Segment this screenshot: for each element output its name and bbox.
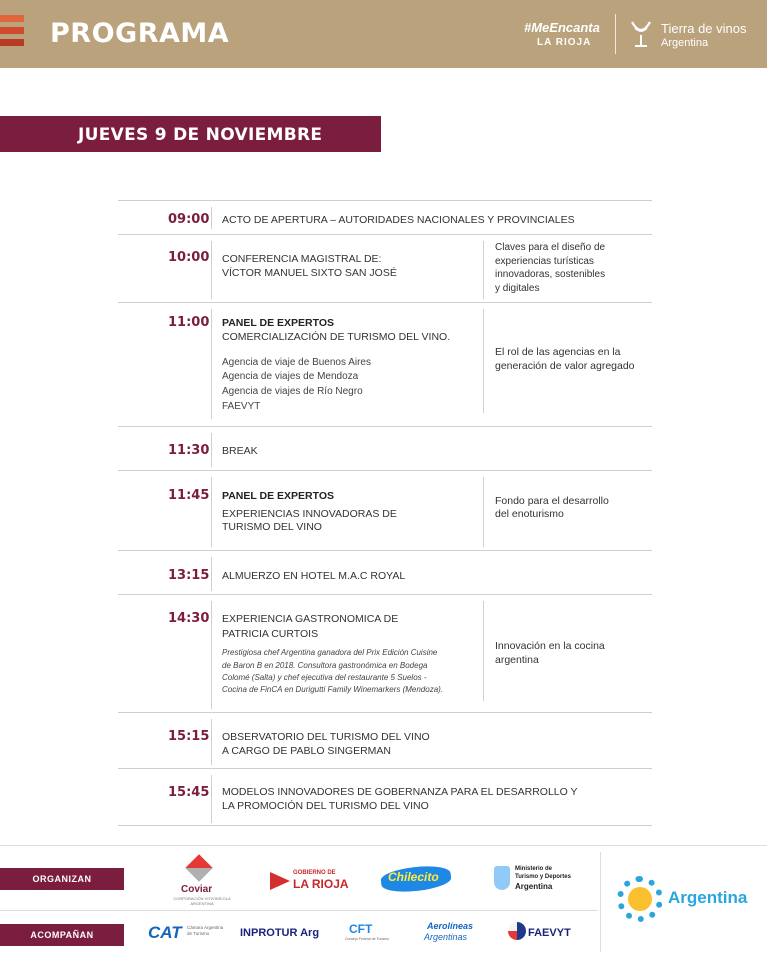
schedule-row — [118, 234, 652, 302]
panelist: Agencia de viajes de Río Negro — [222, 386, 363, 397]
faevyt-logo: FAEVYT — [528, 927, 571, 939]
coviar-subtitle: CORPORACIÓN VITIVINÍCOLA ARGENTINA — [173, 896, 231, 906]
argentina-logo: Argentina — [668, 888, 748, 907]
session-topic: Innovación en la cocina — [495, 640, 605, 652]
speaker-bio: Cocina de FinCA en Durigutti Family Winemarkers (Mendoza). — [222, 685, 444, 694]
session-topic: argentina — [495, 654, 539, 666]
session-heading: PANEL DE EXPERTOS — [222, 490, 335, 502]
session-title: A CARGO DE PABLO SINGERMAN — [222, 745, 392, 757]
brand-country: Argentina — [661, 37, 709, 49]
session-time: 14:30 — [168, 611, 210, 626]
organizan-label: ORGANIZAN — [0, 868, 124, 890]
day-label: JUEVES 9 DE NOVIEMBRE — [78, 125, 323, 145]
faevyt-icon — [508, 922, 526, 940]
schedule-row — [118, 200, 652, 234]
schedule-row — [118, 712, 652, 768]
session-time: 15:15 — [168, 729, 210, 744]
session-time: 10:00 — [168, 250, 210, 265]
session-title: ALMUERZO EN HOTEL M.A.C ROYAL — [222, 570, 406, 582]
session-topic: Claves para el diseño de — [495, 242, 606, 253]
argentina-shield-icon — [494, 866, 510, 890]
schedule-row — [118, 768, 652, 826]
acompanan-label: ACOMPAÑAN — [0, 924, 124, 946]
session-topic: y digitales — [495, 283, 540, 294]
session-time: 13:15 — [168, 568, 210, 583]
session-topic: El rol de las agencias en la — [495, 346, 621, 358]
coviar-logo: Coviar — [181, 884, 213, 895]
ministerio-line: Turismo y Deportes — [515, 874, 571, 880]
session-topic: Fondo para el desarrollo — [495, 495, 609, 507]
schedule-row — [118, 426, 652, 470]
page-title: PROGRAMA — [50, 18, 230, 49]
cft-subtitle: Consejo Federal de Turismo — [345, 937, 389, 941]
session-time: 11:45 — [168, 488, 210, 503]
session-title: CONFERENCIA MAGISTRAL DE: — [222, 253, 382, 265]
session-title: COMERCIALIZACIÓN DE TURISMO DEL VINO. — [222, 331, 451, 343]
session-heading: PANEL DE EXPERTOS — [222, 317, 335, 329]
speaker-bio: Colomé (Salta) y chef ejecutiva del restaurante 5 Suelos - — [222, 673, 427, 682]
brand-name: Tierra de vinos — [661, 21, 747, 36]
speaker-name: PATRICIA CURTOIS — [222, 628, 319, 640]
schedule-row — [118, 302, 652, 426]
speaker-bio: de Baron B en 2018. Consultora gastronómica en Bodega — [222, 661, 428, 670]
rioja-flag-icon — [270, 872, 290, 890]
session-title: EXPERIENCIA GASTRONOMICA DE — [222, 613, 399, 625]
session-time: 15:45 — [168, 785, 210, 800]
session-title: LA PROMOCIÓN DEL TURISMO DEL VINO — [222, 800, 429, 812]
hashtag-sub: LA RIOJA — [537, 37, 592, 48]
session-title: EXPERIENCIAS INNOVADORAS DE — [222, 508, 397, 520]
schedule-row — [118, 550, 652, 594]
panelist: Agencia de viaje de Buenos Aires — [222, 357, 371, 368]
rioja-logo: LA RIOJA — [293, 877, 349, 891]
wine-glass-icon — [626, 18, 656, 50]
session-time: 11:30 — [168, 443, 210, 458]
cat-logo: CAT — [148, 923, 182, 942]
session-title: MODELOS INNOVADORES DE GOBERNANZA PARA EL DESARROLLO Y — [222, 786, 578, 798]
session-title: ACTO DE APERTURA – AUTORIDADES NACIONALES Y PROVINCIALES — [222, 214, 575, 226]
cat-subtitle: Cámara Argentina de Turismo — [187, 925, 224, 936]
session-time: 09:00 — [168, 212, 210, 227]
session-title: OBSERVATORIO DEL TURISMO DEL VINO — [222, 731, 430, 743]
hashtag-logo: #MeEncanta — [524, 20, 600, 35]
aerolineas-logo-sub: Argentinas — [424, 932, 468, 942]
aerolineas-logo: Aerolíneas — [427, 921, 474, 931]
session-title: TURISMO DEL VINO — [222, 521, 322, 533]
chilecito-logo: Chilecito — [388, 870, 439, 884]
session-topic: generación de valor agregado — [495, 360, 635, 372]
brand-stripes — [0, 15, 24, 51]
cft-logo: CFT — [349, 922, 373, 936]
session-topic: innovadoras, sostenibles — [495, 269, 606, 280]
ministerio-line: Ministerio de — [515, 866, 553, 872]
session-time: 11:00 — [168, 315, 210, 330]
header-divider — [615, 14, 616, 54]
speaker-name: VÍCTOR MANUEL SIXTO SAN JOSÉ — [222, 267, 397, 279]
speaker-bio: Prestigiosa chef Argentina ganadora del Prix Edición Cuisine — [222, 648, 438, 657]
schedule-row — [118, 594, 652, 712]
coviar-icon — [185, 854, 213, 882]
rioja-logo-top: GOBIERNO DE — [293, 870, 336, 876]
session-topic: del enoturismo — [495, 508, 564, 520]
ministerio-line: Argentina — [515, 882, 553, 891]
inprotur-logo: INPROTUR Arg — [240, 927, 320, 939]
schedule-row — [118, 470, 652, 550]
panelist: FAEVYT — [222, 401, 261, 412]
session-title: BREAK — [222, 445, 258, 457]
session-topic: experiencias turísticas — [495, 256, 594, 267]
panelist: Agencia de viajes de Mendoza — [222, 371, 359, 382]
